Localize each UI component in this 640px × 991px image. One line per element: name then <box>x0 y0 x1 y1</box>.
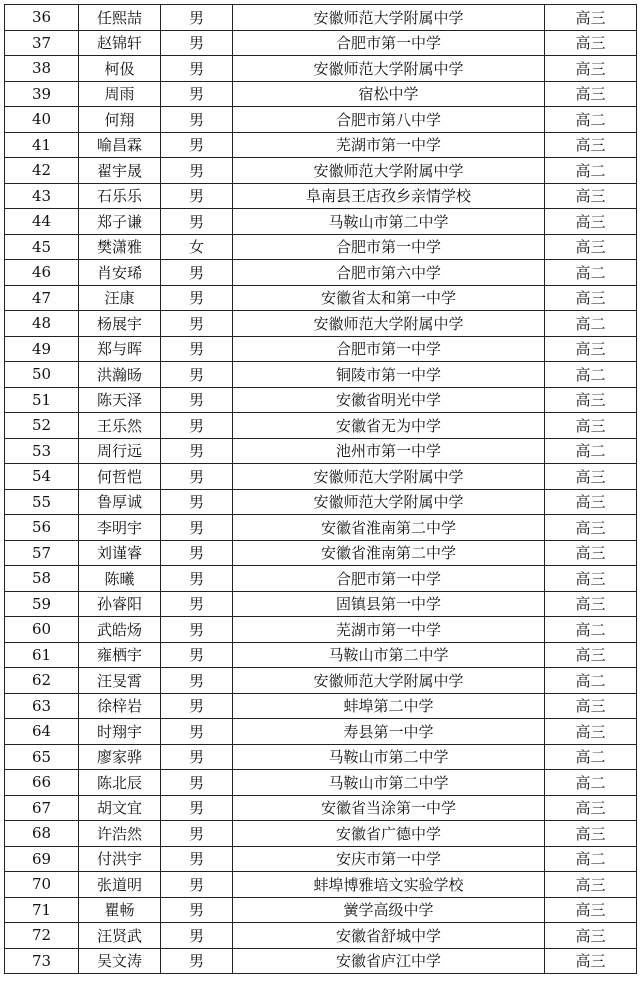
student-school-cell: 合肥市第一中学 <box>233 30 545 56</box>
row-number-cell: 65 <box>5 744 79 770</box>
student-gender-cell: 男 <box>161 183 233 209</box>
student-gender-cell: 男 <box>161 56 233 82</box>
student-grade-cell: 高二 <box>545 311 637 337</box>
student-name-cell: 樊潇雅 <box>79 234 161 260</box>
row-number-cell: 39 <box>5 81 79 107</box>
student-name-cell: 石乐乐 <box>79 183 161 209</box>
student-name-cell: 张道明 <box>79 872 161 898</box>
table-row <box>5 30 637 56</box>
table-row <box>5 591 637 617</box>
table-row <box>5 234 637 260</box>
student-gender-cell: 男 <box>161 668 233 694</box>
student-gender-cell: 男 <box>161 846 233 872</box>
student-gender-cell: 男 <box>161 872 233 898</box>
student-grade-cell: 高三 <box>545 719 637 745</box>
table-row <box>5 923 637 949</box>
student-name-cell: 雍栖宇 <box>79 642 161 668</box>
student-school-cell: 合肥市第一中学 <box>233 566 545 592</box>
student-list-sheet <box>4 4 636 986</box>
student-gender-cell: 男 <box>161 566 233 592</box>
student-grade-cell: 高三 <box>545 923 637 949</box>
student-grade-cell: 高三 <box>545 642 637 668</box>
row-number-cell: 48 <box>5 311 79 337</box>
row-number-cell: 67 <box>5 795 79 821</box>
student-name-cell: 徐梓岩 <box>79 693 161 719</box>
student-name-cell: 瞿畅 <box>79 897 161 923</box>
student-name-cell: 赵锦轩 <box>79 30 161 56</box>
student-grade-cell: 高三 <box>545 387 637 413</box>
row-number-cell: 73 <box>5 948 79 974</box>
student-grade-cell: 高三 <box>545 234 637 260</box>
student-name-cell: 鲁厚诚 <box>79 489 161 515</box>
student-name-cell: 翟宇晟 <box>79 158 161 184</box>
student-name-cell: 杨展宇 <box>79 311 161 337</box>
student-school-cell: 安徽师范大学附属中学 <box>233 489 545 515</box>
row-number-cell: 47 <box>5 285 79 311</box>
student-grade-cell: 高三 <box>545 515 637 541</box>
student-grade-cell: 高三 <box>545 591 637 617</box>
student-gender-cell: 男 <box>161 540 233 566</box>
student-grade-cell: 高三 <box>545 464 637 490</box>
student-table <box>4 4 637 974</box>
student-school-cell: 池州市第一中学 <box>233 438 545 464</box>
row-number-cell: 42 <box>5 158 79 184</box>
row-number-cell: 70 <box>5 872 79 898</box>
student-grade-cell: 高二 <box>545 107 637 133</box>
row-number-cell: 64 <box>5 719 79 745</box>
student-gender-cell: 男 <box>161 923 233 949</box>
row-number-cell: 41 <box>5 132 79 158</box>
row-number-cell: 68 <box>5 821 79 847</box>
student-school-cell: 安徽省广德中学 <box>233 821 545 847</box>
student-gender-cell: 男 <box>161 821 233 847</box>
table-row <box>5 540 637 566</box>
student-school-cell: 固镇县第一中学 <box>233 591 545 617</box>
student-school-cell: 安徽师范大学附属中学 <box>233 464 545 490</box>
student-school-cell: 安徽省舒城中学 <box>233 923 545 949</box>
student-grade-cell: 高三 <box>545 897 637 923</box>
table-row <box>5 209 637 235</box>
row-number-cell: 51 <box>5 387 79 413</box>
student-grade-cell: 高三 <box>545 209 637 235</box>
student-grade-cell: 高三 <box>545 183 637 209</box>
student-gender-cell: 男 <box>161 719 233 745</box>
row-number-cell: 45 <box>5 234 79 260</box>
table-row <box>5 5 637 31</box>
student-school-cell: 芜湖市第一中学 <box>233 617 545 643</box>
student-name-cell: 王乐然 <box>79 413 161 439</box>
student-name-cell: 喻昌霖 <box>79 132 161 158</box>
student-school-cell: 合肥市第一中学 <box>233 234 545 260</box>
row-number-cell: 71 <box>5 897 79 923</box>
student-gender-cell: 男 <box>161 515 233 541</box>
student-school-cell: 安徽省当涂第一中学 <box>233 795 545 821</box>
table-row <box>5 515 637 541</box>
student-gender-cell: 男 <box>161 107 233 133</box>
student-gender-cell: 男 <box>161 81 233 107</box>
student-grade-cell: 高二 <box>545 158 637 184</box>
student-grade-cell: 高二 <box>545 438 637 464</box>
row-number-cell: 72 <box>5 923 79 949</box>
student-gender-cell: 男 <box>161 617 233 643</box>
student-grade-cell: 高三 <box>545 30 637 56</box>
student-school-cell: 安徽省明光中学 <box>233 387 545 413</box>
student-name-cell: 孙睿阳 <box>79 591 161 617</box>
student-name-cell: 何哲恺 <box>79 464 161 490</box>
student-school-cell: 黉学高级中学 <box>233 897 545 923</box>
table-row <box>5 362 637 388</box>
student-school-cell: 安徽师范大学附属中学 <box>233 668 545 694</box>
student-gender-cell: 男 <box>161 591 233 617</box>
table-row <box>5 693 637 719</box>
student-gender-cell: 男 <box>161 464 233 490</box>
student-school-cell: 合肥市第一中学 <box>233 336 545 362</box>
student-name-cell: 廖家骅 <box>79 744 161 770</box>
student-grade-cell: 高三 <box>545 336 637 362</box>
row-number-cell: 40 <box>5 107 79 133</box>
student-school-cell: 铜陵市第一中学 <box>233 362 545 388</box>
student-gender-cell: 男 <box>161 387 233 413</box>
row-number-cell: 63 <box>5 693 79 719</box>
table-row <box>5 158 637 184</box>
student-name-cell: 任熙喆 <box>79 5 161 31</box>
student-grade-cell: 高三 <box>545 872 637 898</box>
table-row <box>5 285 637 311</box>
student-gender-cell: 男 <box>161 5 233 31</box>
student-gender-cell: 男 <box>161 744 233 770</box>
student-school-cell: 安徽师范大学附属中学 <box>233 311 545 337</box>
student-grade-cell: 高三 <box>545 489 637 515</box>
table-row <box>5 260 637 286</box>
student-gender-cell: 男 <box>161 693 233 719</box>
table-row <box>5 387 637 413</box>
student-grade-cell: 高三 <box>545 413 637 439</box>
table-row <box>5 81 637 107</box>
table-row <box>5 56 637 82</box>
student-school-cell: 安徽师范大学附属中学 <box>233 56 545 82</box>
row-number-cell: 66 <box>5 770 79 796</box>
student-gender-cell: 男 <box>161 260 233 286</box>
student-school-cell: 马鞍山市第二中学 <box>233 642 545 668</box>
student-grade-cell: 高三 <box>545 540 637 566</box>
student-name-cell: 刘谨睿 <box>79 540 161 566</box>
table-row <box>5 336 637 362</box>
row-number-cell: 69 <box>5 846 79 872</box>
row-number-cell: 53 <box>5 438 79 464</box>
student-grade-cell: 高二 <box>545 744 637 770</box>
table-row <box>5 183 637 209</box>
row-number-cell: 59 <box>5 591 79 617</box>
student-grade-cell: 高三 <box>545 948 637 974</box>
student-school-cell: 蚌埠第二中学 <box>233 693 545 719</box>
student-grade-cell: 高三 <box>545 285 637 311</box>
row-number-cell: 43 <box>5 183 79 209</box>
student-gender-cell: 男 <box>161 336 233 362</box>
student-gender-cell: 男 <box>161 362 233 388</box>
table-row <box>5 668 637 694</box>
student-school-cell: 马鞍山市第二中学 <box>233 209 545 235</box>
student-gender-cell: 女 <box>161 234 233 260</box>
table-row <box>5 795 637 821</box>
table-row <box>5 872 637 898</box>
student-name-cell: 陈北辰 <box>79 770 161 796</box>
table-row <box>5 464 637 490</box>
student-gender-cell: 男 <box>161 948 233 974</box>
table-row <box>5 770 637 796</box>
student-name-cell: 汪贤武 <box>79 923 161 949</box>
student-school-cell: 阜南县王店孜乡亲情学校 <box>233 183 545 209</box>
student-school-cell: 安庆市第一中学 <box>233 846 545 872</box>
student-name-cell: 许浩然 <box>79 821 161 847</box>
student-grade-cell: 高三 <box>545 132 637 158</box>
student-school-cell: 安徽省太和第一中学 <box>233 285 545 311</box>
student-gender-cell: 男 <box>161 311 233 337</box>
row-number-cell: 49 <box>5 336 79 362</box>
student-grade-cell: 高二 <box>545 362 637 388</box>
student-name-cell: 陈天泽 <box>79 387 161 413</box>
row-number-cell: 58 <box>5 566 79 592</box>
student-grade-cell: 高二 <box>545 617 637 643</box>
table-row <box>5 642 637 668</box>
table-row <box>5 719 637 745</box>
student-school-cell: 合肥市第六中学 <box>233 260 545 286</box>
row-number-cell: 44 <box>5 209 79 235</box>
student-name-cell: 郑子谦 <box>79 209 161 235</box>
student-school-cell: 芜湖市第一中学 <box>233 132 545 158</box>
student-gender-cell: 男 <box>161 438 233 464</box>
student-name-cell: 周行远 <box>79 438 161 464</box>
row-number-cell: 50 <box>5 362 79 388</box>
student-name-cell: 李明宇 <box>79 515 161 541</box>
student-school-cell: 安徽师范大学附属中学 <box>233 158 545 184</box>
student-school-cell: 宿松中学 <box>233 81 545 107</box>
student-grade-cell: 高二 <box>545 668 637 694</box>
table-row <box>5 617 637 643</box>
student-grade-cell: 高三 <box>545 81 637 107</box>
student-name-cell: 时翔宇 <box>79 719 161 745</box>
student-school-cell: 寿县第一中学 <box>233 719 545 745</box>
student-school-cell: 安徽省淮南第二中学 <box>233 540 545 566</box>
student-gender-cell: 男 <box>161 158 233 184</box>
row-number-cell: 60 <box>5 617 79 643</box>
student-school-cell: 合肥市第八中学 <box>233 107 545 133</box>
row-number-cell: 52 <box>5 413 79 439</box>
row-number-cell: 46 <box>5 260 79 286</box>
row-number-cell: 37 <box>5 30 79 56</box>
student-name-cell: 陈曦 <box>79 566 161 592</box>
student-name-cell: 柯伋 <box>79 56 161 82</box>
student-name-cell: 汪康 <box>79 285 161 311</box>
student-grade-cell: 高二 <box>545 770 637 796</box>
student-grade-cell: 高三 <box>545 795 637 821</box>
student-name-cell: 吴文涛 <box>79 948 161 974</box>
student-gender-cell: 男 <box>161 30 233 56</box>
table-row <box>5 107 637 133</box>
table-row <box>5 489 637 515</box>
student-gender-cell: 男 <box>161 642 233 668</box>
table-row <box>5 846 637 872</box>
student-name-cell: 付洪宇 <box>79 846 161 872</box>
student-grade-cell: 高二 <box>545 260 637 286</box>
student-school-cell: 安徽省无为中学 <box>233 413 545 439</box>
student-gender-cell: 男 <box>161 413 233 439</box>
row-number-cell: 57 <box>5 540 79 566</box>
student-gender-cell: 男 <box>161 770 233 796</box>
student-grade-cell: 高三 <box>545 56 637 82</box>
row-number-cell: 55 <box>5 489 79 515</box>
table-row <box>5 413 637 439</box>
table-row <box>5 566 637 592</box>
student-name-cell: 何翔 <box>79 107 161 133</box>
student-school-cell: 安徽师范大学附属中学 <box>233 5 545 31</box>
table-row <box>5 897 637 923</box>
table-row <box>5 744 637 770</box>
row-number-cell: 54 <box>5 464 79 490</box>
row-number-cell: 61 <box>5 642 79 668</box>
student-name-cell: 武皓炀 <box>79 617 161 643</box>
student-gender-cell: 男 <box>161 489 233 515</box>
student-gender-cell: 男 <box>161 132 233 158</box>
student-name-cell: 胡文宜 <box>79 795 161 821</box>
student-grade-cell: 高三 <box>545 566 637 592</box>
row-number-cell: 56 <box>5 515 79 541</box>
row-number-cell: 62 <box>5 668 79 694</box>
student-grade-cell: 高三 <box>545 5 637 31</box>
student-school-cell: 安徽省淮南第二中学 <box>233 515 545 541</box>
student-gender-cell: 男 <box>161 209 233 235</box>
student-name-cell: 郑与晖 <box>79 336 161 362</box>
student-gender-cell: 男 <box>161 897 233 923</box>
student-school-cell: 安徽省庐江中学 <box>233 948 545 974</box>
table-row <box>5 948 637 974</box>
student-school-cell: 蚌埠博雅培文实验学校 <box>233 872 545 898</box>
row-number-cell: 36 <box>5 5 79 31</box>
student-gender-cell: 男 <box>161 285 233 311</box>
student-school-cell: 马鞍山市第二中学 <box>233 770 545 796</box>
student-table-body <box>5 5 637 974</box>
student-grade-cell: 高二 <box>545 846 637 872</box>
row-number-cell: 38 <box>5 56 79 82</box>
student-name-cell: 洪瀚旸 <box>79 362 161 388</box>
table-row <box>5 311 637 337</box>
student-grade-cell: 高三 <box>545 821 637 847</box>
table-row <box>5 438 637 464</box>
student-gender-cell: 男 <box>161 795 233 821</box>
table-row <box>5 132 637 158</box>
student-grade-cell: 高三 <box>545 693 637 719</box>
student-name-cell: 肖安琋 <box>79 260 161 286</box>
student-name-cell: 周雨 <box>79 81 161 107</box>
student-school-cell: 马鞍山市第二中学 <box>233 744 545 770</box>
student-name-cell: 汪旻霄 <box>79 668 161 694</box>
table-row <box>5 821 637 847</box>
